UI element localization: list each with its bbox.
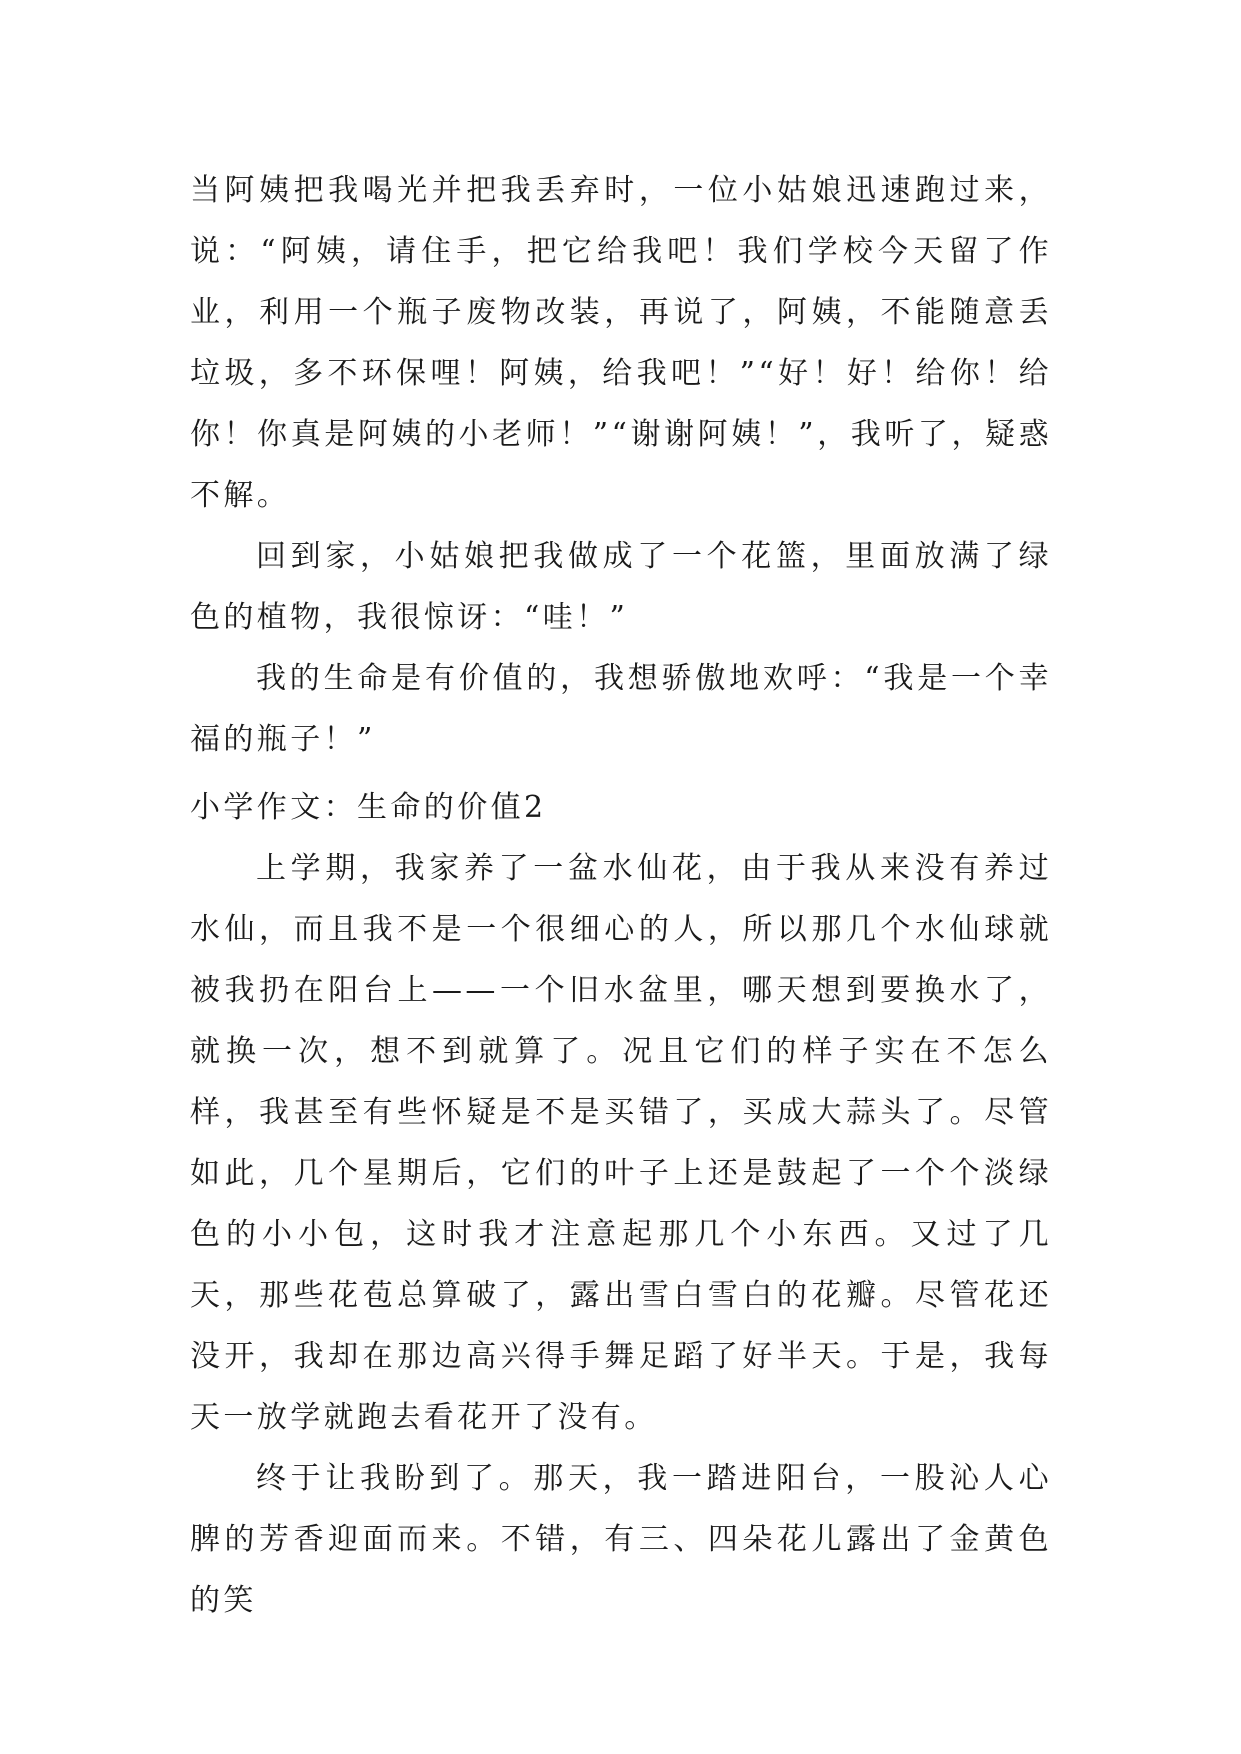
paragraph-narcissus: 上学期，我家养了一盆水仙花，由于我从来没有养过水仙，而且我不是一个很细心的人，所以那几个水仙球就被我扔在阳台上——一个旧水盆里，哪天想到要换水了，就换一次，想不到就算了。况且它们的样子实在不怎么样，我甚至有些怀疑是不是买错了，买成大蒜头了。尽管如此，几个星期后，它们的叶子上还是鼓起了一个个淡绿色的小小包，这时我才注意起那几个小东西。又过了几天，那些花苞总算破了，露出雪白雪白的花瓣。尽管花还没开，我却在那边高兴得手舞足蹈了好半天。于是，我每天一放学就跑去看花开了没有。 [190,851,1052,1435]
essay-1-ending [190,160,1052,770]
essay-title: 小学作文：生命的价值2 [190,790,547,825]
paragraph-happy-bottle: 我的生命是有价值的，我想骄傲地欢呼：“我是一个幸福的瓶子！” [190,661,1052,757]
paragraph-blooming: 终于让我盼到了。那天，我一踏进阳台，一股沁人心脾的芳香迎面而来。不错，有三、四朵花儿露出了金黄色的笑 [190,1461,1052,1618]
paragraph-flower-basket: 回到家，小姑娘把我做成了一个花篮，里面放满了绿色的植物，我很惊讶：“哇！” [190,539,1052,635]
paragraph-dialogue: 当阿姨把我喝光并把我丢弃时，一位小姑娘迅速跑过来，说：“阿姨，请住手，把它给我吧！我们学校今天留了作业，利用一个瓶子废物改装，再说了，阿姨，不能随意丢垃圾，多不环保哩！阿姨，给我吧！”“好！好！给你！给你！你真是阿姨的小老师！”“谢谢阿姨！”，我听了，疑惑不解。 [190,173,1052,513]
essay-2 [190,777,1052,1631]
